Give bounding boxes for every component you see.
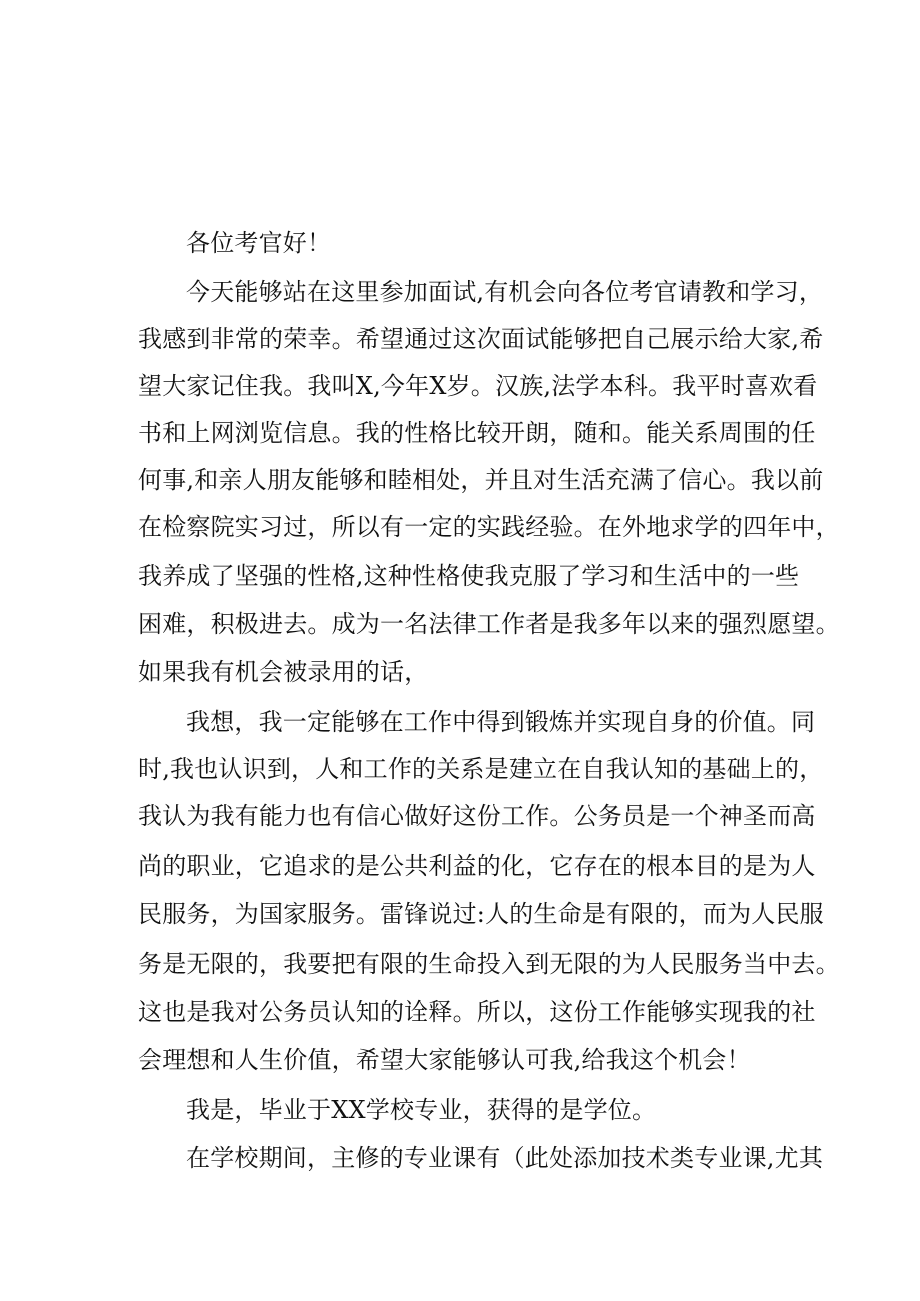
paragraph-1-line-4: 书和上网浏览信息。我的性格比较开朗，随和。能关系周围的任 [138, 419, 816, 447]
paragraph-1-line-6: 在检察院实习过，所以有一定的实践经验。在外地求学的四年中， [138, 513, 840, 541]
paragraph-2-line-8: 会理想和人生价值，希望大家能够认可我,给我这个机会！ [138, 1046, 751, 1074]
paragraph-2-line-2: 时,我也认识到，人和工作的关系是建立在自我认知的基础上的， [138, 755, 824, 783]
paragraph-2-line-3: 我认为我有能力也有信心做好这份工作。公务员是一个神圣而高 [138, 802, 816, 830]
paragraph-1-line-7: 我养成了坚强的性格,这种性格使我克服了学习和生活中的一些 [138, 562, 800, 590]
paragraph-2-line-6: 务是无限的，我要把有限的生命投入到无限的为人民服务当中去。 [138, 950, 840, 978]
paragraph-2-line-4: 尚的职业，它追求的是公共利益的化，它存在的根本目的是为人 [138, 852, 816, 880]
paragraph-1-line-3: 望大家记住我。我叫X,今年X岁。汉族,法学本科。我平时喜欢看 [138, 372, 818, 400]
paragraph-2-line-5: 民服务，为国家服务。雷锋说过:人的生命是有限的，而为人民服 [138, 900, 824, 928]
paragraph-1-line-5: 何事,和亲人朋友能够和睦相处，并且对生活充满了信心。我以前 [138, 466, 824, 494]
paragraph-4-line-1: 在学校期间，主修的专业课有（此处添加技术类专业课,尤其 [186, 1144, 824, 1172]
paragraph-2-line-7: 这也是我对公务员认知的诠释。所以，这份工作能够实现我的社 [138, 998, 816, 1026]
paragraph-1-line-1: 今天能够站在这里参加面试,有机会向各位考官请教和学习， [186, 278, 824, 306]
paragraph-1-line-2: 我感到非常的荣幸。希望通过这次面试能够把自己展示给大家,希 [138, 325, 824, 353]
paragraph-2-line-1: 我想，我一定能够在工作中得到锻炼并实现自身的价值。同 [186, 708, 816, 736]
paragraph-1-line-8: 困难，积极进去。成为一名法律工作者是我多年以来的强烈愿望。 [138, 610, 840, 638]
paragraph-1-line-9: 如果我有机会被录用的话， [138, 658, 429, 686]
paragraph-3-line-1: 我是，毕业于XX学校专业，获得的是学位。 [186, 1096, 657, 1124]
greeting-line: 各位考官好！ [186, 229, 332, 257]
